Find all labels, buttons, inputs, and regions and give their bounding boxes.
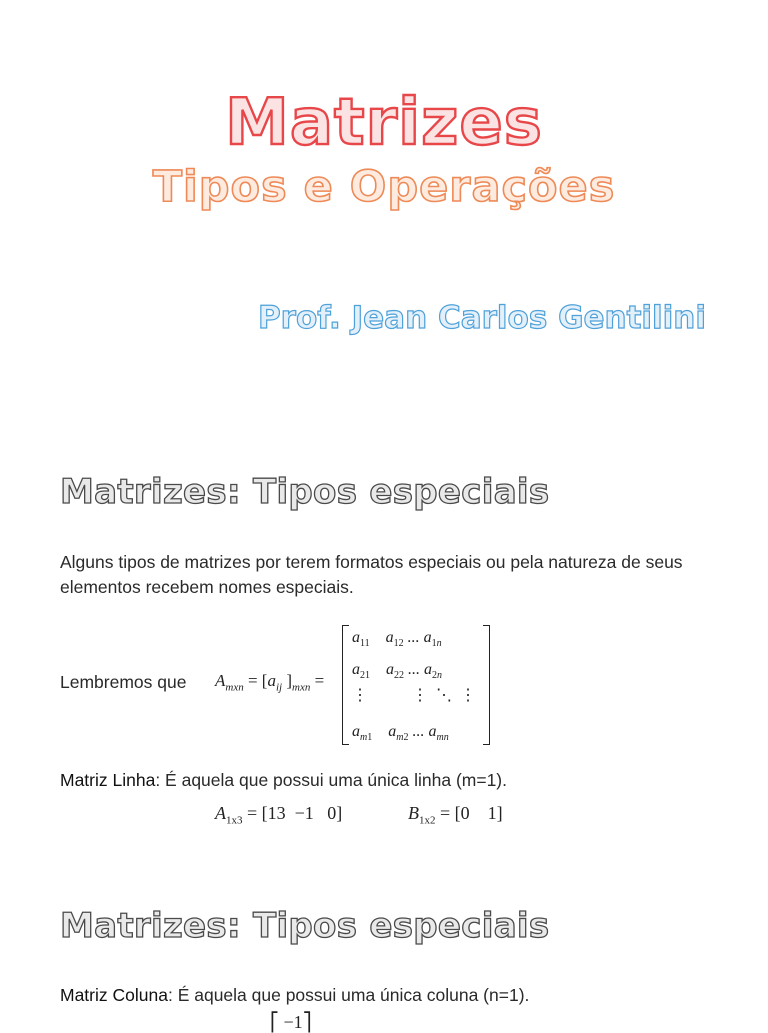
column-matrix-label: Matriz Coluna xyxy=(60,985,168,1005)
row-matrix-label: Matriz Linha xyxy=(60,770,156,790)
lembremos-text: Lembremos que xyxy=(60,672,187,692)
row-matrix-definition xyxy=(60,770,507,791)
right-bracket xyxy=(483,625,490,745)
matrix-definition-formula: $A_{mxn} = [a_{ij}$ ]$_{mxn}$ = xyxy=(215,671,325,694)
matrix-row-4: $a_{m1}$ $a_{m2}$ ... $a_{mn}$ xyxy=(352,723,449,744)
row-matrix-text: : É aquela que possui uma única linha (m=1). xyxy=(155,770,507,790)
presentation-subtitle: Tipos e Operações xyxy=(152,162,616,212)
column-matrix-definition xyxy=(60,985,529,1006)
section-heading-1: Matrizes: Tipos especiais xyxy=(60,472,550,512)
column-matrix-example-partial: ⎡ −1⎤ xyxy=(270,1012,312,1032)
general-matrix xyxy=(342,625,490,745)
left-bracket xyxy=(342,625,349,745)
author-name: Prof. Jean Carlos Gentilini xyxy=(257,300,706,336)
intro-paragraph: Alguns tipos de matrizes por terem formatos especiais ou pela natureza de seus elementos recebem nomes especiais. xyxy=(60,552,683,597)
column-matrix-text: : É aquela que possui uma única coluna (n=1). xyxy=(167,985,530,1005)
example-b: $B_{1x2} = [0$ 1] xyxy=(408,803,503,827)
matrix-row-1: $a_{11}$ $a_{12}$ ... $a_{1n}$ xyxy=(352,629,442,650)
matrix-row-3: ⋮ ⋮ ⋱ ⋮ xyxy=(352,687,476,704)
example-a: $A_{1x3} = [13 -1$ 0] xyxy=(215,803,343,827)
section-heading-2: Matrizes: Tipos especiais xyxy=(60,906,550,946)
presentation-title: Matrizes xyxy=(225,86,543,160)
matrix-row-2: $a_{21}$ $a_{22}$ ... $a_{2n}$ xyxy=(352,661,442,682)
